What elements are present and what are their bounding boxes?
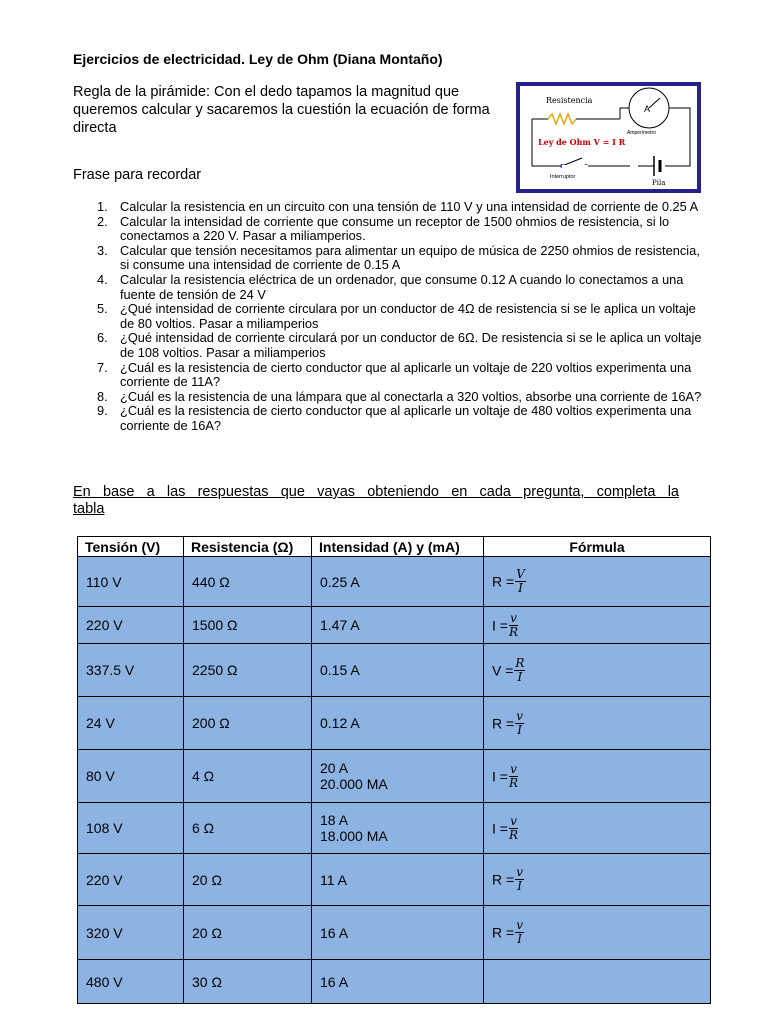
cell-resistencia: 440 Ω bbox=[184, 557, 312, 607]
table-row bbox=[78, 854, 711, 906]
table-row bbox=[78, 906, 711, 960]
cell-resistencia: 1500 Ω bbox=[184, 607, 312, 644]
instruction-line-1: En base a las respuestas que vayas obteniendo en cada pregunta, completa la bbox=[73, 484, 679, 500]
cell-formula: V = $\frac{R}{I}$ bbox=[484, 644, 711, 697]
cell-intensidad: 18 A 18.000 MA bbox=[312, 803, 484, 854]
table-row bbox=[78, 750, 711, 803]
table-row bbox=[78, 644, 711, 697]
exercise-item: 2. Calcular la intensidad de corriente que consume un receptor de 1500 ohmios de resistencia, si lo conectamos a 220 V. Pasar a miliamperios. bbox=[97, 213, 670, 244]
cell-formula: I = $\frac{v}{R}$ bbox=[484, 750, 711, 803]
cell-resistencia: 200 Ω bbox=[184, 697, 312, 750]
cell-intensidad: 1.47 A bbox=[312, 607, 484, 644]
circuit-drawing bbox=[520, 86, 697, 189]
cell-intensidad: 0.25 A bbox=[312, 557, 484, 607]
cell-formula: I = $\frac{v}{R}$ bbox=[484, 803, 711, 854]
cell-tension: 80 V bbox=[78, 750, 184, 803]
table-row bbox=[78, 557, 711, 607]
exercise-item: 1. Calcular la resistencia en un circuito con una tensión de 110 V y una intensidad de corriente de 0.25 A bbox=[97, 199, 699, 214]
diagram-amperimetro-label: Amperímetro bbox=[627, 130, 656, 136]
diagram-resistencia-label: Resistencia bbox=[546, 96, 593, 105]
cell-resistencia: 2250 Ω bbox=[184, 644, 312, 697]
cell-tension: 320 V bbox=[78, 906, 184, 960]
cell-intensidad: 16 A bbox=[312, 960, 484, 1004]
cell-intensidad: 20 A 20.000 MA bbox=[312, 750, 484, 803]
results-table bbox=[77, 536, 711, 1004]
cell-tension: 480 V bbox=[78, 960, 184, 1004]
cell-resistencia: 4 Ω bbox=[184, 750, 312, 803]
table-row bbox=[78, 960, 711, 1004]
exercise-item: 4. Calcular la resistencia eléctrica de un ordenador, que consume 0.12 A cuando lo conectamos a una fuente de tensión de 24 V bbox=[97, 271, 684, 302]
ohm-circuit-diagram bbox=[516, 82, 701, 193]
cell-intensidad: 16 A bbox=[312, 906, 484, 960]
exercise-item: 7. ¿Cuál es la resistencia de cierto conductor que al aplicarle un voltaje de 220 voltios experimenta una corriente de 11A? bbox=[97, 359, 692, 390]
cell-tension: 110 V bbox=[78, 557, 184, 607]
header-intensidad: Intensidad (A) y (mA) bbox=[312, 537, 484, 557]
cell-resistencia: 20 Ω bbox=[184, 906, 312, 960]
cell-tension: 220 V bbox=[78, 607, 184, 644]
diagram-pila-label: Pila bbox=[652, 179, 666, 187]
table-row bbox=[78, 607, 711, 644]
cell-formula: R = $\frac{v}{I}$ bbox=[484, 854, 711, 906]
exercise-list bbox=[73, 200, 703, 434]
exercise-item: 6. ¿Qué intensidad de corriente circulará por un conductor de 6Ω. De resistencia si se le aplica un voltaje de 108 voltios. Pasar a miliamperios bbox=[97, 330, 702, 360]
diagram-law-label: Ley de Ohm V = I R bbox=[538, 137, 626, 147]
header-tension: Tensión (V) bbox=[78, 537, 184, 557]
phrase-heading: Frase para recordar bbox=[73, 167, 202, 183]
instruction-line-2: tabla bbox=[73, 501, 105, 517]
header-formula: Fórmula bbox=[484, 537, 711, 557]
cell-tension: 220 V bbox=[78, 854, 184, 906]
cell-formula: R = $\frac{v}{I}$ bbox=[484, 906, 711, 960]
diagram-ammeter-letter: A bbox=[644, 104, 651, 114]
exercise-item: 3. Calcular que tensión necesitamos para alimentar un equipo de música de 2250 ohmios de resistencia, si consume una intensidad de corriente de 0.15 A bbox=[97, 242, 700, 273]
cell-intensidad: 0.15 A bbox=[312, 644, 484, 697]
cell-formula: R = $\frac{v}{I}$ bbox=[484, 697, 711, 750]
cell-resistencia: 30 Ω bbox=[184, 960, 312, 1004]
cell-intensidad: 11 A bbox=[312, 854, 484, 906]
cell-intensidad: 0.12 A bbox=[312, 697, 484, 750]
table-header-row bbox=[78, 537, 711, 557]
header-resistencia: Resistencia (Ω) bbox=[184, 537, 312, 557]
document-title: Ejercicios de electricidad. Ley de Ohm (Diana Montaño) bbox=[73, 51, 443, 67]
cell-tension: 108 V bbox=[78, 803, 184, 854]
intro-paragraph: Regla de la pirámide: Con el dedo tapamos la magnitud que queremos calcular y sacaremos la cuestión la ecuación de forma directa bbox=[73, 84, 490, 136]
exercise-item: 9. ¿Cuál es la resistencia de cierto conductor que al aplicarle un voltaje de 480 voltios experimenta una corriente de 16A? bbox=[97, 403, 692, 433]
cell-resistencia: 6 Ω bbox=[184, 803, 312, 854]
cell-formula bbox=[484, 960, 711, 1004]
cell-tension: 24 V bbox=[78, 697, 184, 750]
cell-formula: R = $\frac{V}{I}$ bbox=[484, 557, 711, 607]
exercise-item: 8. ¿Cuál es la resistencia de una lámpara que al conectarla a 320 voltios, absorbe una corriente de 16A? bbox=[97, 388, 702, 404]
table-row bbox=[78, 803, 711, 854]
cell-formula: I = $\frac{v}{R}$ bbox=[484, 607, 711, 644]
exercise-item: 5. ¿Qué intensidad de corriente circulara por un conductor de 4Ω de resistencia si se le aplica un voltaje de 80 voltios. Pasar a miliamperios bbox=[97, 301, 696, 331]
table-row bbox=[78, 697, 711, 750]
diagram-interruptor-label: Interruptor bbox=[550, 174, 576, 180]
cell-tension: 337.5 V bbox=[78, 644, 184, 697]
cell-resistencia: 20 Ω bbox=[184, 854, 312, 906]
